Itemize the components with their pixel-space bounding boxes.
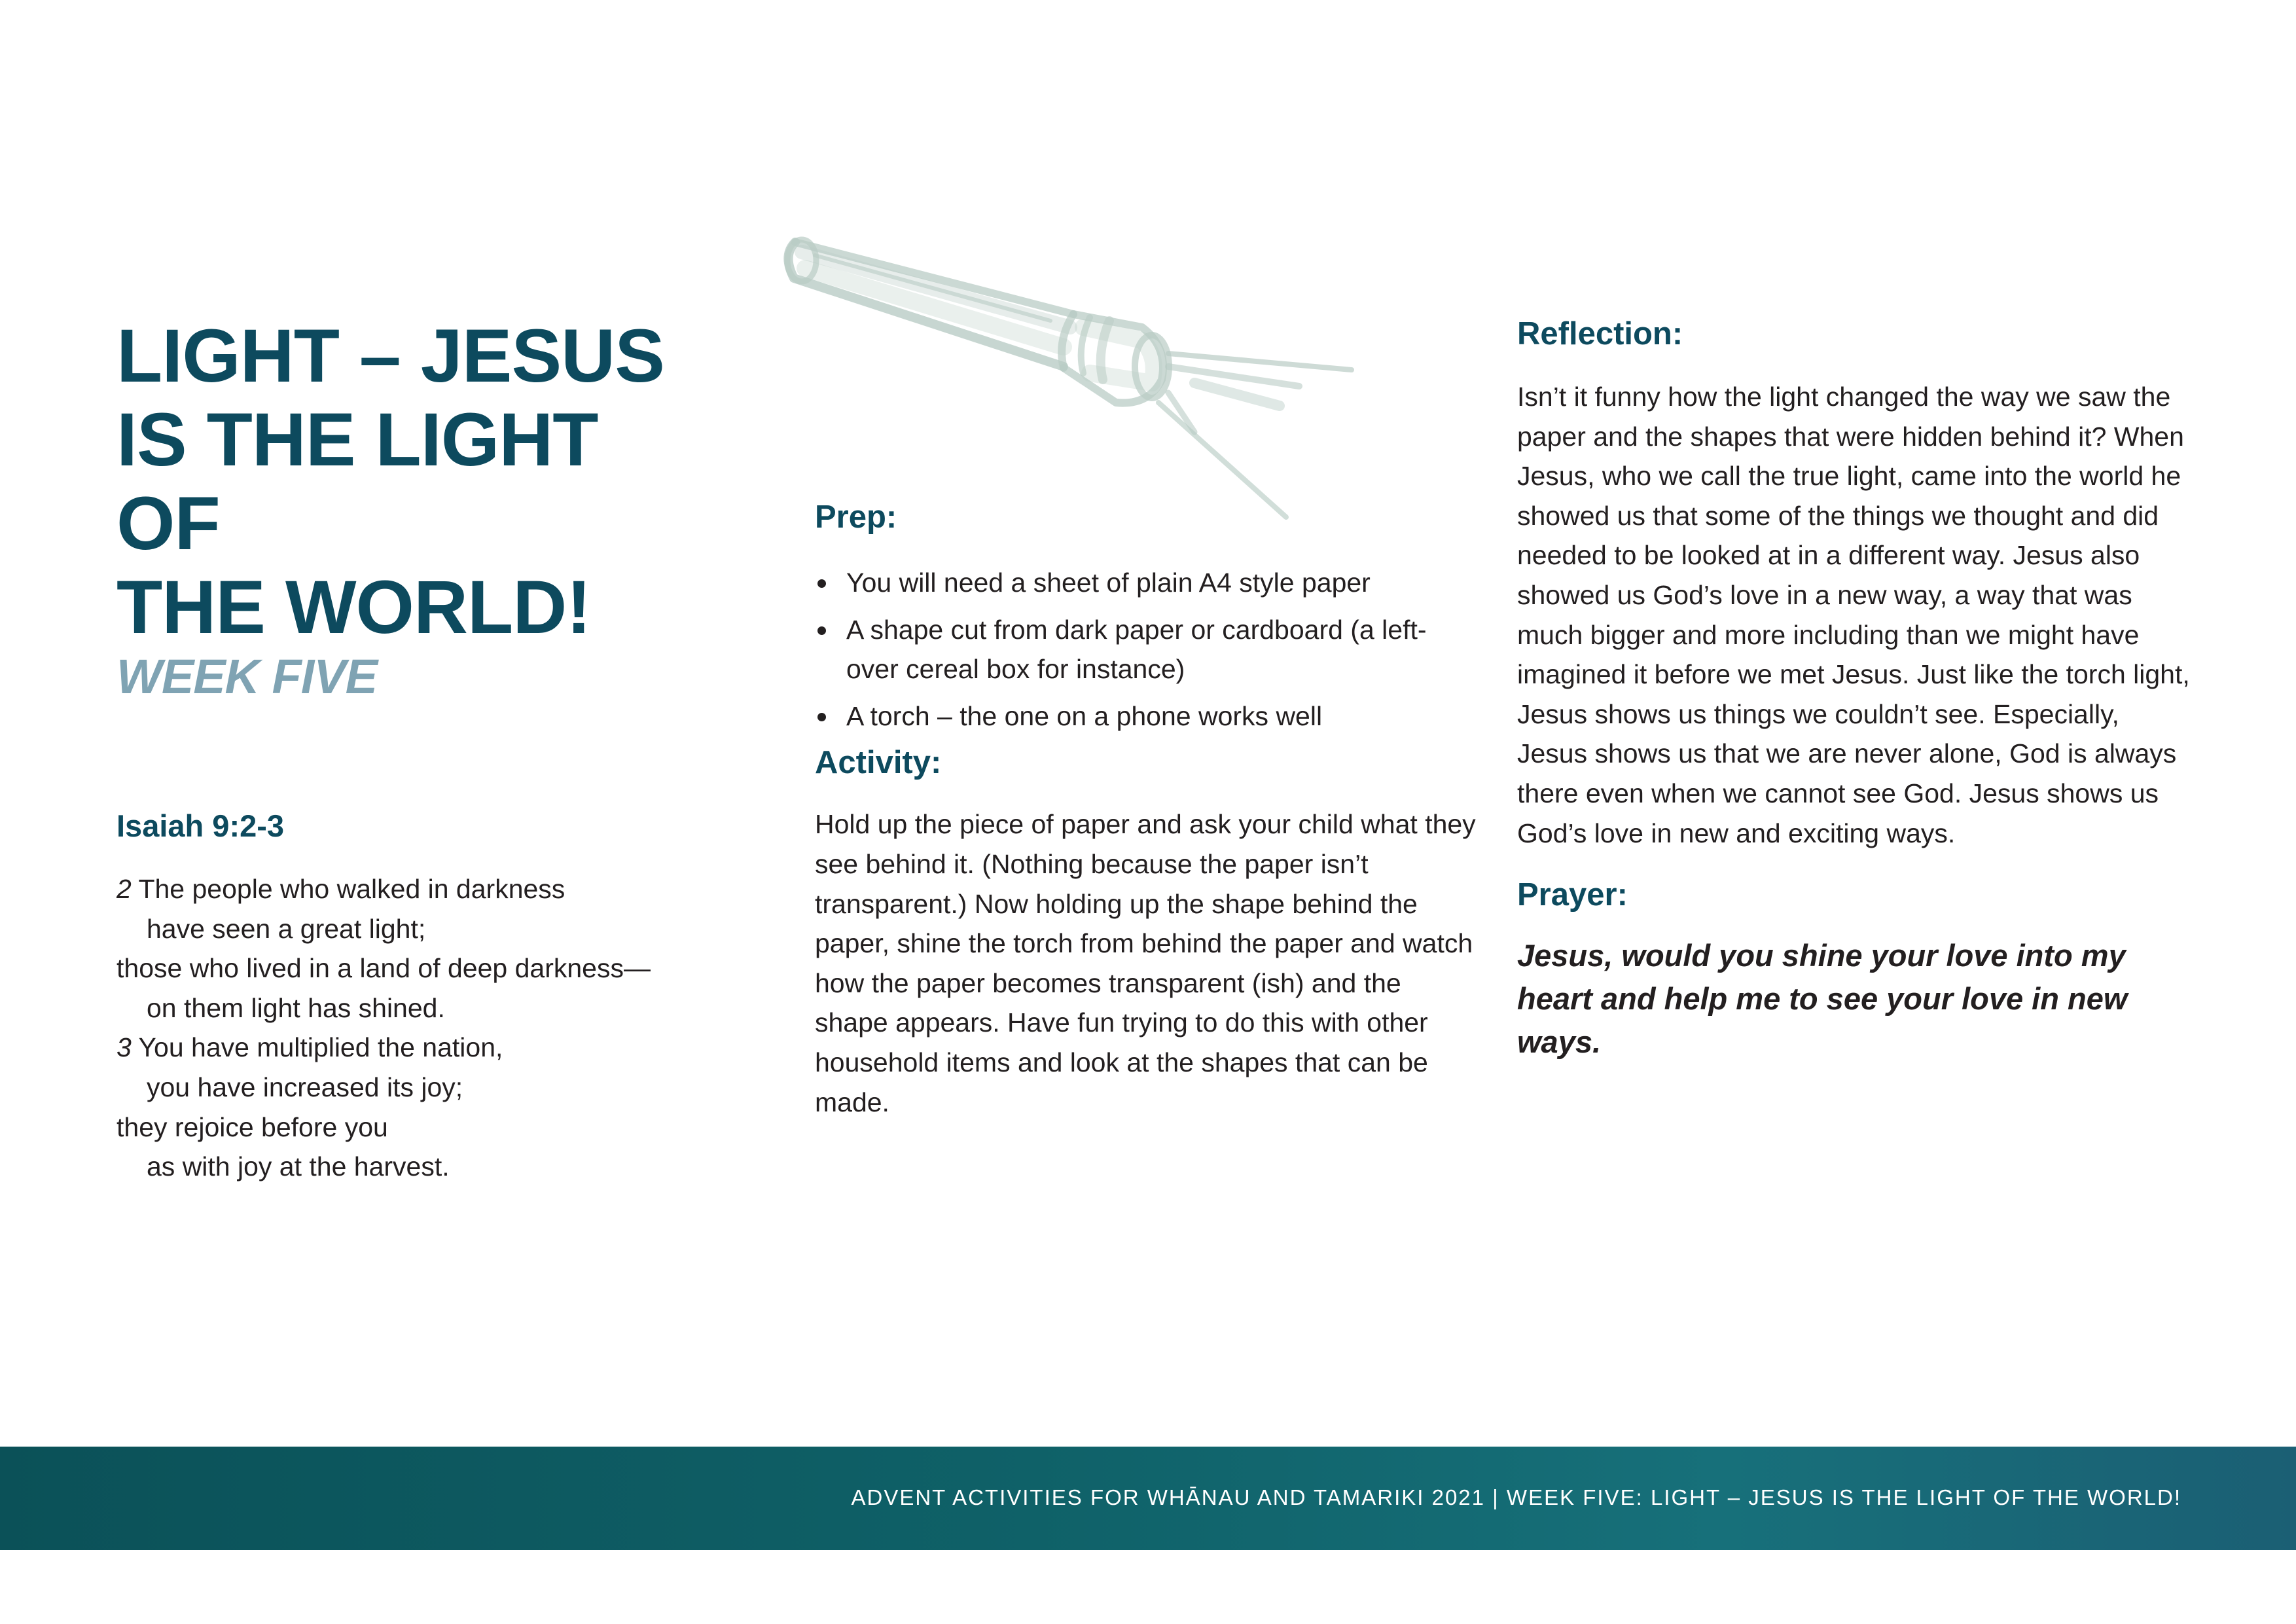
verse-text: have seen a great light;: [147, 913, 426, 944]
week-subtitle: WEEK FIVE: [117, 649, 378, 704]
verse-line: [117, 948, 706, 988]
prep-heading: Prep:: [815, 499, 897, 535]
title-line-3: THE WORLD!: [117, 566, 591, 649]
verse-text: as with joy at the harvest.: [147, 1151, 450, 1182]
reflection-text: Isn’t it funny how the light changed the way we saw the paper and the shapes that were hidden behind it? When Jesus, who we call the true light, came into the world he showed us that some of the things we thought and did needed to be looked at in a different way. Jesus also showed us God’s love in a new way, a way that was much bigger and more including than we might have imagined it before we met Jesus. Just like the torch light, Jesus shows us things we couldn’t see. Especially, Jesus shows us that we are never alone, God is always there even when we cannot see God. Jesus shows us God’s love in new and exciting ways.: [1517, 382, 2190, 848]
middle-column: [815, 497, 1476, 1122]
left-column: [117, 314, 706, 1187]
verse-text: The people who walked in darkness: [131, 874, 565, 904]
list-item-text: A shape cut from dark paper or cardboard (a left-over cereal box for instance): [846, 614, 1427, 685]
list-item: [815, 610, 1476, 689]
list-item-text: A torch – the one on a phone works well: [846, 700, 1323, 731]
title-line-1: LIGHT – JESUS: [117, 314, 664, 398]
verse-text: You have multiplied the nation,: [131, 1032, 503, 1063]
activity-text: Hold up the piece of paper and ask your child what they see behind it. (Nothing because the paper isn’t transparent.) Now holding up the shape behind the paper, shine the torch from behind the paper and watch how the paper becomes transparent (ish) and the shape appears. Have fun trying to do this with other household items and look at the shapes that can be made.: [815, 809, 1476, 1117]
scripture-passage: [117, 869, 706, 1187]
verse-line: [117, 1068, 706, 1108]
verse-number: 3: [117, 1032, 132, 1063]
footer-band: [0, 1447, 2296, 1550]
verse-text: on them light has shined.: [147, 992, 445, 1023]
bullet-icon: [817, 713, 826, 721]
verse-line: [117, 909, 706, 949]
bullet-icon: [817, 626, 826, 635]
page-title: [117, 314, 706, 649]
verse-text: they rejoice before you: [117, 1111, 388, 1142]
verse-line: [117, 1108, 706, 1147]
bullet-icon: [817, 579, 826, 588]
prayer-heading: Prayer:: [1517, 877, 1628, 913]
list-item: [815, 696, 1476, 736]
torch-sketch-icon: [776, 216, 1365, 530]
list-item: [815, 563, 1476, 603]
prayer-text: Jesus, would you shine your love into my heart and help me to see your love in new ways.: [1517, 938, 2128, 1060]
verse-text: those who lived in a land of deep darkness—: [117, 953, 651, 984]
activity-heading: Activity:: [815, 745, 942, 781]
verse-line: [117, 869, 706, 909]
verse-line: [117, 988, 706, 1028]
right-column: [1517, 314, 2191, 1064]
list-item-text: You will need a sheet of plain A4 style paper: [846, 568, 1371, 598]
verse-line: [117, 1028, 706, 1068]
verse-number: 2: [117, 874, 132, 904]
prep-list: [815, 563, 1476, 736]
scripture-reference: Isaiah 9:2-3: [117, 808, 285, 843]
title-line-2: IS THE LIGHT OF: [117, 398, 598, 566]
verse-text: you have increased its joy;: [147, 1072, 463, 1102]
reflection-heading: Reflection:: [1517, 316, 1683, 352]
footer-text: ADVENT ACTIVITIES FOR WHĀNAU AND TAMARIKI 2021 | WEEK FIVE: LIGHT – JESUS IS THE LIGHT OF THE WORLD!: [851, 1485, 2181, 1509]
verse-line: [117, 1147, 706, 1187]
